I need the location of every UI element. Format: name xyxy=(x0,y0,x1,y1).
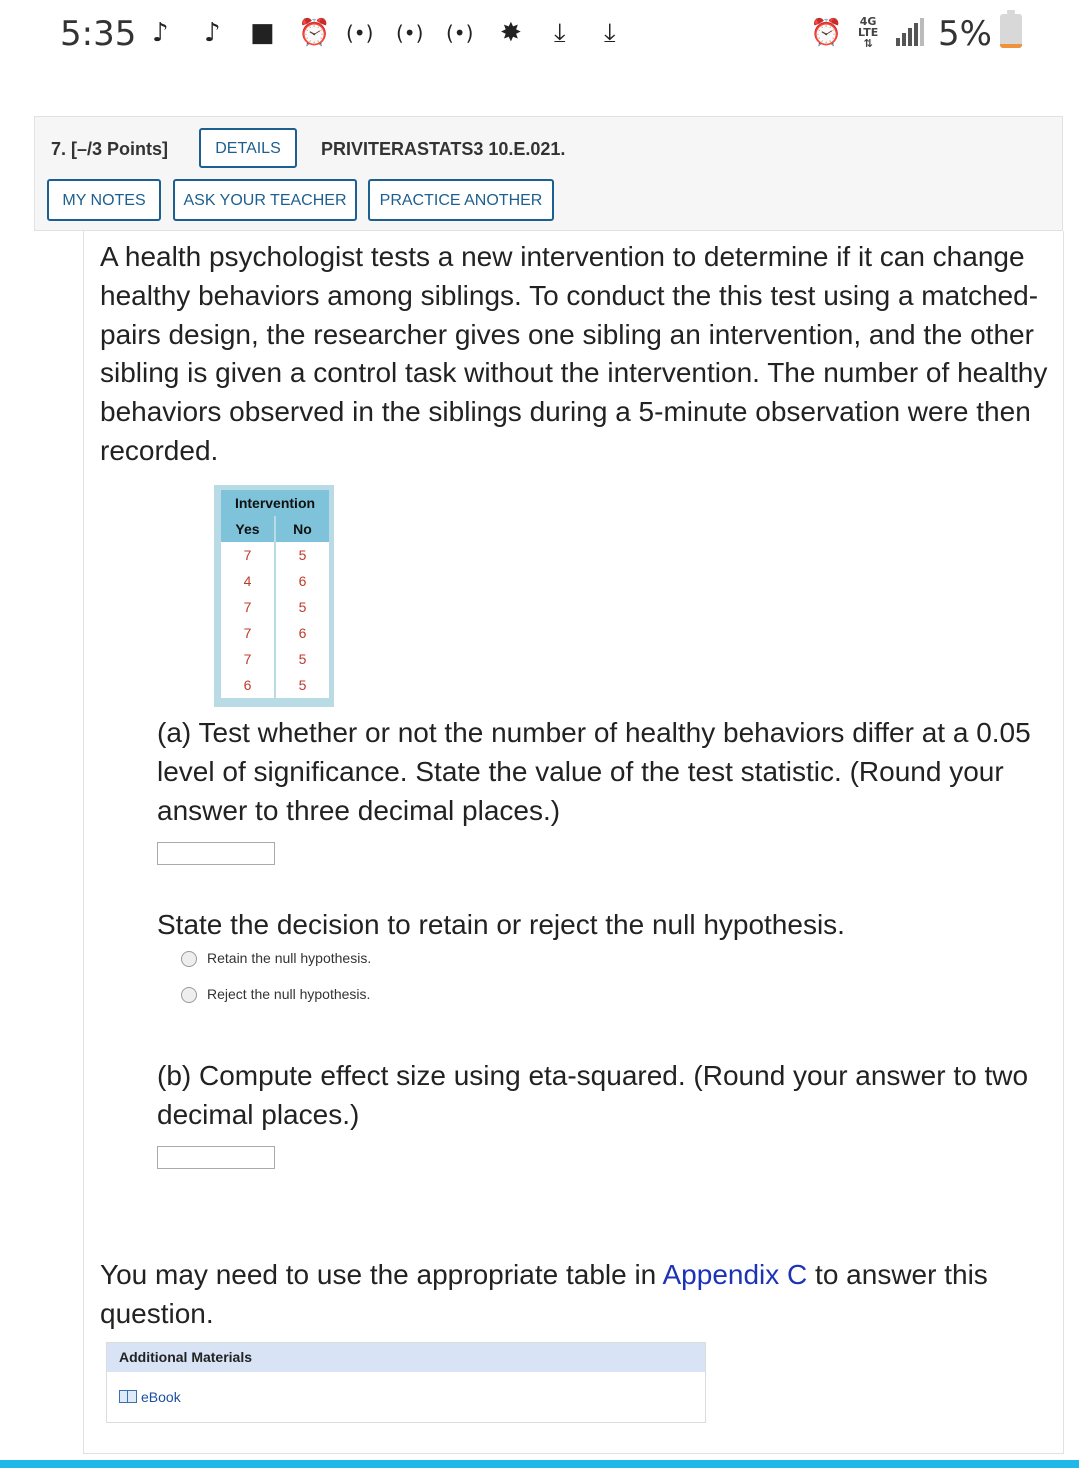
practice-another-button[interactable]: PRACTICE ANOTHER xyxy=(368,179,554,221)
download-icon: ⤓ xyxy=(604,18,616,48)
question-intro: A health psychologist tests a new intervention to determine if it can change healthy behaviors among siblings. To conduct the this test using a matched-pairs design, the researcher gives one sibling an intervention, and the other sibling is given a control task without the intervention. The number of healthy behaviors observed in the siblings during a 5-minute observation were then recorded. xyxy=(100,241,1048,466)
additional-materials-title: Additional Materials xyxy=(107,1343,705,1372)
question-code: PRIVITERASTATS3 10.E.021. xyxy=(321,139,566,159)
my-notes-button[interactable]: MY NOTES xyxy=(47,179,161,221)
alarm-icon: ⏰ xyxy=(298,18,331,48)
table-cell: 5 xyxy=(276,542,329,568)
retain-label: Retain the null hypothesis. xyxy=(207,950,372,966)
decision-text: State the decision to retain or reject the null hypothesis. xyxy=(157,909,845,940)
intervention-table xyxy=(219,490,331,698)
tiktok-icon: ♪ xyxy=(152,18,169,48)
broadcast-icon: (•) xyxy=(396,21,424,45)
broadcast-icon: (•) xyxy=(346,21,374,45)
table-cell: 7 xyxy=(221,620,274,646)
part-a-answer-input[interactable] xyxy=(157,842,275,865)
battery-percent: 5% xyxy=(938,14,992,54)
ask-teacher-button[interactable]: ASK YOUR TEACHER xyxy=(173,179,357,221)
tiktok-icon: ♪ xyxy=(204,18,221,48)
network-indicator: 4G LTE ⇅ xyxy=(858,15,879,50)
download-icon: ⤓ xyxy=(554,18,566,48)
reject-radio[interactable] xyxy=(181,987,197,1003)
message-icon: ■ xyxy=(250,18,275,48)
data-table xyxy=(214,485,334,707)
table-cell: 5 xyxy=(276,594,329,620)
retain-option[interactable] xyxy=(181,950,371,972)
additional-materials xyxy=(106,1342,706,1423)
question-header xyxy=(34,116,1063,231)
reject-label: Reject the null hypothesis. xyxy=(207,986,371,1002)
table-cell: 6 xyxy=(276,568,329,594)
table-title: Intervention xyxy=(221,490,329,516)
bottom-bar xyxy=(0,1460,1079,1468)
part-b-text: (b) Compute effect size using eta-squared. (Round your answer to two decimal places.) xyxy=(157,1060,1029,1130)
table-cell: 4 xyxy=(221,568,274,594)
part-a-text: (a) Test whether or not the number of healthy behaviors differ at a 0.05 level of significance. State the value of the test statistic. (Round your answer to three decimal places.) xyxy=(157,717,1031,826)
status-bar xyxy=(0,0,1079,70)
appendix-note: You may need to use the appropriate table in Appendix C to answer this question. xyxy=(100,1259,988,1329)
appendix-c-link[interactable]: Appendix C xyxy=(662,1259,808,1290)
table-header-no: No xyxy=(276,516,329,542)
settings-star-icon: ✸ xyxy=(500,18,522,48)
table-cell: 5 xyxy=(276,672,329,698)
table-cell: 7 xyxy=(221,646,274,672)
broadcast-icon: (•) xyxy=(446,21,474,45)
part-b-answer-input[interactable] xyxy=(157,1146,275,1169)
table-cell: 7 xyxy=(221,542,274,568)
retain-radio[interactable] xyxy=(181,951,197,967)
table-header-yes: Yes xyxy=(221,516,274,542)
table-cell: 5 xyxy=(276,646,329,672)
details-button[interactable]: DETAILS xyxy=(199,128,297,168)
table-cell: 7 xyxy=(221,594,274,620)
table-cell: 6 xyxy=(276,620,329,646)
alarm-icon: ⏰ xyxy=(810,18,843,48)
signal-icon xyxy=(896,18,926,46)
question-number: 7. [–/3 Points] xyxy=(51,139,169,159)
battery-icon xyxy=(1000,14,1022,48)
table-cell: 6 xyxy=(221,672,274,698)
reject-option[interactable] xyxy=(181,986,370,1008)
ebook-link[interactable]: eBook xyxy=(119,1389,181,1405)
book-icon xyxy=(119,1390,137,1403)
status-time: 5:35 xyxy=(60,14,137,54)
